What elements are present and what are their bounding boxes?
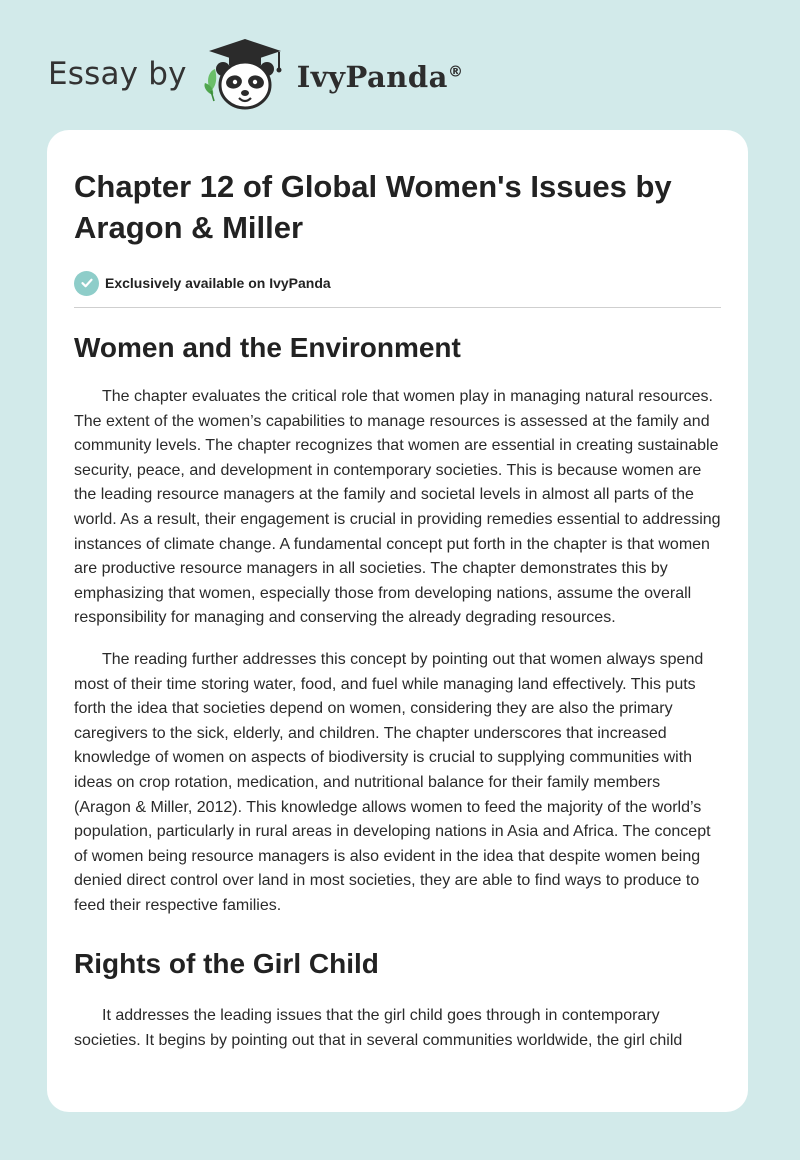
paragraph: The chapter evaluates the critical role that women play in managing natural resources. The extent of the women’s capabilities to manage resources is assessed at the family and community levels. The chapter recognizes that women are essential in creating sustainable security, peace, and development in contemporary societies. This is because women are the leading resource managers at the family and societal levels in almost all parts of the world. As a result, their engagement is crucial in providing remedies essential to addressing instances of climate change. A fundamental concept put forth in the chapter is that women are productive resource managers in all societies. The chapter demonstrates this by emphasizing that women, especially those from developing nations, assume the overall responsibility for managing and conserving the already degrading resources. (74, 388, 721, 627)
check-icon (74, 271, 99, 296)
article-title: Chapter 12 of Global Women's Issues by Aragon & Miller (74, 169, 672, 245)
brand-name: IvyPanda® (296, 60, 464, 94)
brand-logo[interactable] (48, 34, 508, 114)
section-heading-girl-child: Rights of the Girl Child (74, 948, 379, 980)
article-card (47, 130, 748, 1112)
panda-logo-icon (201, 35, 289, 113)
paragraph: It addresses the leading issues that the girl child goes through in contemporary societies. It begins by pointing out that in several communities worldwide, the girl child (74, 1007, 683, 1050)
brand-prefix: Essay by (48, 55, 187, 92)
exclusive-badge (74, 270, 721, 296)
paragraph: The reading further addresses this concept by pointing out that women always spend most of their time storing water, food, and fuel while managing land effectively. This puts forth the idea that societies depend on women, considering they are also the primary caregivers to the sick, elderly, and children. The chapter underscores that increased knowledge of women on aspects of biodiversity is crucial to supplying communities with ideas on crop rotation, medication, and nutritional balance for their family members (Aragon & Miller, 2012). This knowledge allows women to feed the majority of the world’s population, particularly in rural areas in developing nations in Asia and Africa. The concept of women being resource managers is also evident in the idea that despite women being denied direct control over land in most societies, they are able to find ways to produce to feed their respective families. (74, 650, 711, 914)
title-divider (74, 307, 721, 308)
exclusive-text: Exclusively available on IvyPanda (105, 275, 331, 291)
section-heading-environment: Women and the Environment (74, 332, 461, 363)
